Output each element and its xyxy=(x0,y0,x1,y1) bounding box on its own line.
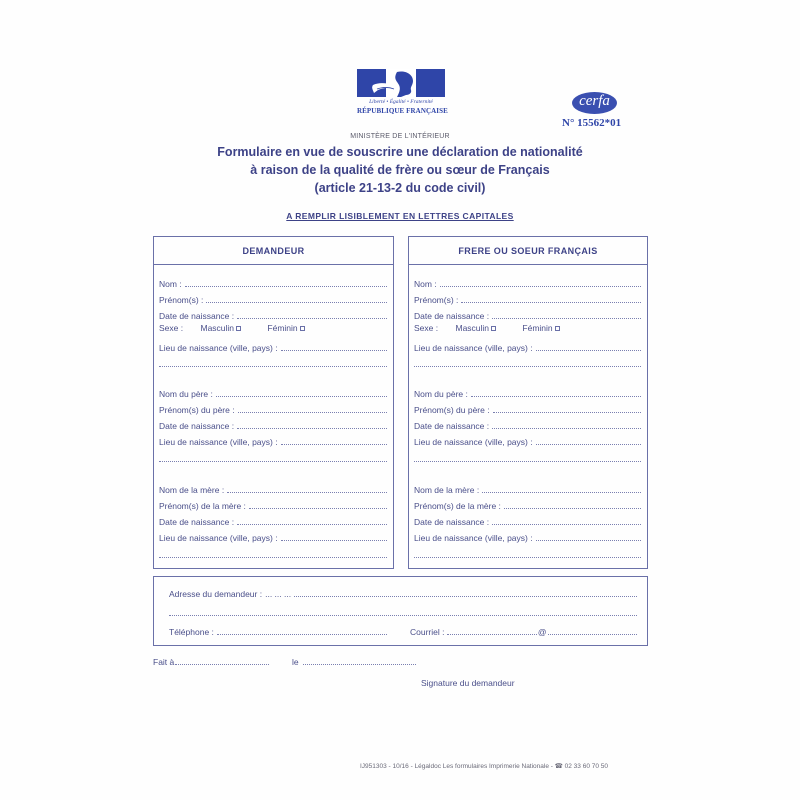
field-label: Date de naissance : xyxy=(159,421,235,431)
fill-line[interactable] xyxy=(294,587,637,597)
field-label: Lieu de naissance (ville, pays) : xyxy=(414,343,533,353)
form-title-line-3: (article 21-13-2 du code civil) xyxy=(314,181,486,195)
fill-line-user[interactable] xyxy=(447,625,536,635)
lieu-naissance-pere-field[interactable] xyxy=(414,433,641,447)
field-label: Sexe : xyxy=(414,323,439,333)
fill-line[interactable] xyxy=(216,387,387,397)
fill-line[interactable] xyxy=(440,277,641,287)
republic-name: RÉPUBLIQUE FRANÇAISE xyxy=(357,107,448,115)
option-label: Masculin xyxy=(200,323,235,333)
field-label: Prénom(s) de la mère : xyxy=(414,501,501,511)
lieu-naissance-pere-continuation[interactable] xyxy=(159,450,387,464)
lieu-naissance-continuation[interactable] xyxy=(414,355,641,369)
lieu-naissance-mere-continuation[interactable] xyxy=(414,546,641,560)
ministry-label: MINISTÈRE DE L'INTÉRIEUR xyxy=(350,133,450,140)
fill-line[interactable] xyxy=(536,531,641,541)
prenoms-mere-field[interactable] xyxy=(414,497,641,511)
form-title-line-1: Formulaire en vue de souscrire une déclaration de nationalité xyxy=(217,145,583,159)
footer-reference: IJ951303 - 10/16 - Légaldoc Les formulaires Imprimerie Nationale - ☎ 02 33 60 70 50 xyxy=(360,763,609,770)
date-naissance-pere-field[interactable] xyxy=(414,417,641,431)
fill-line[interactable] xyxy=(169,606,637,616)
fill-instruction-text: A REMPLIR LISIBLEMENT EN LETTRES CAPITALES xyxy=(286,211,514,221)
panel-title: FRERE OU SOEUR FRANÇAIS xyxy=(409,237,647,265)
adresse-prefix: ... ... ... xyxy=(265,589,292,599)
fill-line[interactable] xyxy=(492,419,641,429)
fill-line[interactable] xyxy=(492,515,641,525)
field-label: Lieu de naissance (ville, pays) : xyxy=(414,533,533,543)
date-field[interactable] xyxy=(292,653,416,667)
fill-line[interactable] xyxy=(536,435,641,445)
lieu-naissance-continuation[interactable] xyxy=(159,355,387,369)
date-naissance-pere-field[interactable] xyxy=(159,417,387,431)
field-label: Date de naissance : xyxy=(159,311,235,321)
field-label: Date de naissance : xyxy=(414,311,490,321)
address-box xyxy=(153,576,648,646)
feminin-checkbox[interactable] xyxy=(555,326,560,331)
adresse-continuation[interactable] xyxy=(169,604,637,618)
cerfa-logo-icon xyxy=(572,92,617,114)
option-label: Féminin xyxy=(522,323,553,333)
feminin-option[interactable] xyxy=(267,323,304,333)
field-label: le xyxy=(292,657,299,667)
fill-line[interactable] xyxy=(461,293,641,303)
cerfa-label: cerfa xyxy=(579,93,610,109)
fait-a-field[interactable] xyxy=(153,653,269,667)
fill-instruction xyxy=(0,211,800,221)
panel-title: DEMANDEUR xyxy=(154,237,393,265)
field-label: Sexe : xyxy=(159,323,184,333)
cerfa-number: N° 15562*01 xyxy=(562,117,622,129)
lieu-naissance-mere-field[interactable] xyxy=(159,529,387,543)
fill-line[interactable] xyxy=(159,548,387,558)
feminin-option[interactable] xyxy=(522,323,559,333)
signature-label: Signature du demandeur xyxy=(421,678,515,688)
masculin-option[interactable] xyxy=(455,323,496,333)
masculin-option[interactable] xyxy=(200,323,241,333)
fill-line[interactable] xyxy=(493,403,641,413)
fill-line[interactable] xyxy=(249,499,387,509)
nom-pere-field[interactable] xyxy=(159,385,387,399)
fill-line[interactable] xyxy=(414,357,641,367)
fill-line[interactable] xyxy=(482,483,641,493)
feminin-checkbox[interactable] xyxy=(300,326,305,331)
field-label: Date de naissance : xyxy=(414,517,490,527)
fill-line[interactable] xyxy=(237,515,387,525)
field-label: Prénom(s) du père : xyxy=(159,405,235,415)
field-label: Lieu de naissance (ville, pays) : xyxy=(159,343,278,353)
masculin-checkbox[interactable] xyxy=(491,326,496,331)
fill-line[interactable] xyxy=(281,531,387,541)
prenoms-mere-field[interactable] xyxy=(159,497,387,511)
panel-demandeur xyxy=(153,236,394,569)
telephone-field[interactable] xyxy=(169,623,387,637)
fill-line[interactable] xyxy=(414,548,641,558)
fill-line[interactable] xyxy=(492,309,641,319)
field-label: Lieu de naissance (ville, pays) : xyxy=(414,437,533,447)
field-label: Date de naissance : xyxy=(414,421,490,431)
lieu-naissance-mere-field[interactable] xyxy=(414,529,641,543)
panel-frere-soeur xyxy=(408,236,648,569)
option-label: Féminin xyxy=(267,323,298,333)
prenoms-pere-field[interactable] xyxy=(414,401,641,415)
field-label: Date de naissance : xyxy=(159,517,235,527)
fill-line[interactable] xyxy=(504,499,641,509)
fill-line[interactable] xyxy=(536,341,641,351)
field-label: Nom de la mère : xyxy=(159,485,225,495)
date-naissance-mere-field[interactable] xyxy=(159,513,387,527)
field-label: Adresse du demandeur : xyxy=(169,589,263,599)
date-naissance-field[interactable] xyxy=(159,307,387,321)
fill-line[interactable] xyxy=(185,277,387,287)
fill-line[interactable] xyxy=(471,387,641,397)
lieu-naissance-field[interactable] xyxy=(414,339,641,353)
fill-line[interactable] xyxy=(281,341,387,351)
lieu-naissance-pere-field[interactable] xyxy=(159,433,387,447)
adresse-field[interactable] xyxy=(169,585,637,599)
field-label: Nom : xyxy=(159,279,182,289)
field-label: Nom : xyxy=(414,279,437,289)
fill-line[interactable] xyxy=(159,357,387,367)
nom-field[interactable] xyxy=(414,275,641,289)
field-label: Nom du père : xyxy=(159,389,213,399)
nom-mere-field[interactable] xyxy=(159,481,387,495)
courriel-field[interactable] xyxy=(410,623,637,637)
republique-francaise-logo xyxy=(357,69,448,120)
field-label: Courriel : xyxy=(410,627,445,637)
fill-line[interactable] xyxy=(281,435,387,445)
prenoms-field[interactable] xyxy=(414,291,641,305)
fill-line[interactable] xyxy=(217,625,387,635)
field-label: Prénom(s) de la mère : xyxy=(159,501,246,511)
fill-line-domain[interactable] xyxy=(548,625,637,635)
date-naissance-field[interactable] xyxy=(414,307,641,321)
fill-line[interactable] xyxy=(227,483,387,493)
nom-field[interactable] xyxy=(159,275,387,289)
masculin-checkbox[interactable] xyxy=(236,326,241,331)
sexe-field xyxy=(414,323,641,337)
fill-line[interactable] xyxy=(237,309,387,319)
at-sign: @ xyxy=(537,627,547,637)
fill-line[interactable] xyxy=(303,655,416,665)
sexe-field xyxy=(159,323,387,337)
option-label: Masculin xyxy=(455,323,490,333)
marianne-icon xyxy=(357,69,445,97)
fill-line[interactable] xyxy=(175,655,269,665)
fill-line[interactable] xyxy=(414,452,641,462)
nom-pere-field[interactable] xyxy=(414,385,641,399)
field-label: Prénom(s) : xyxy=(159,295,204,305)
prenoms-pere-field[interactable] xyxy=(159,401,387,415)
nom-mere-field[interactable] xyxy=(414,481,641,495)
fill-line[interactable] xyxy=(238,403,387,413)
fill-line[interactable] xyxy=(206,293,387,303)
date-naissance-mere-field[interactable] xyxy=(414,513,641,527)
fill-line[interactable] xyxy=(237,419,387,429)
field-label: Lieu de naissance (ville, pays) : xyxy=(159,437,278,447)
lieu-naissance-pere-continuation[interactable] xyxy=(414,450,641,464)
prenoms-field[interactable] xyxy=(159,291,387,305)
field-label: Prénom(s) du père : xyxy=(414,405,490,415)
field-label: Nom de la mère : xyxy=(414,485,480,495)
republic-motto: Liberté • Égalité • Fraternité xyxy=(369,99,433,105)
field-label: Fait à xyxy=(153,657,175,667)
field-label: Téléphone : xyxy=(169,627,214,637)
lieu-naissance-mere-continuation[interactable] xyxy=(159,546,387,560)
field-label: Prénom(s) : xyxy=(414,295,459,305)
field-label: Lieu de naissance (ville, pays) : xyxy=(159,533,278,543)
fill-line[interactable] xyxy=(159,452,387,462)
field-label: Nom du père : xyxy=(414,389,468,399)
lieu-naissance-field[interactable] xyxy=(159,339,387,353)
form-title-line-2: à raison de la qualité de frère ou sœur de Français xyxy=(250,163,550,177)
